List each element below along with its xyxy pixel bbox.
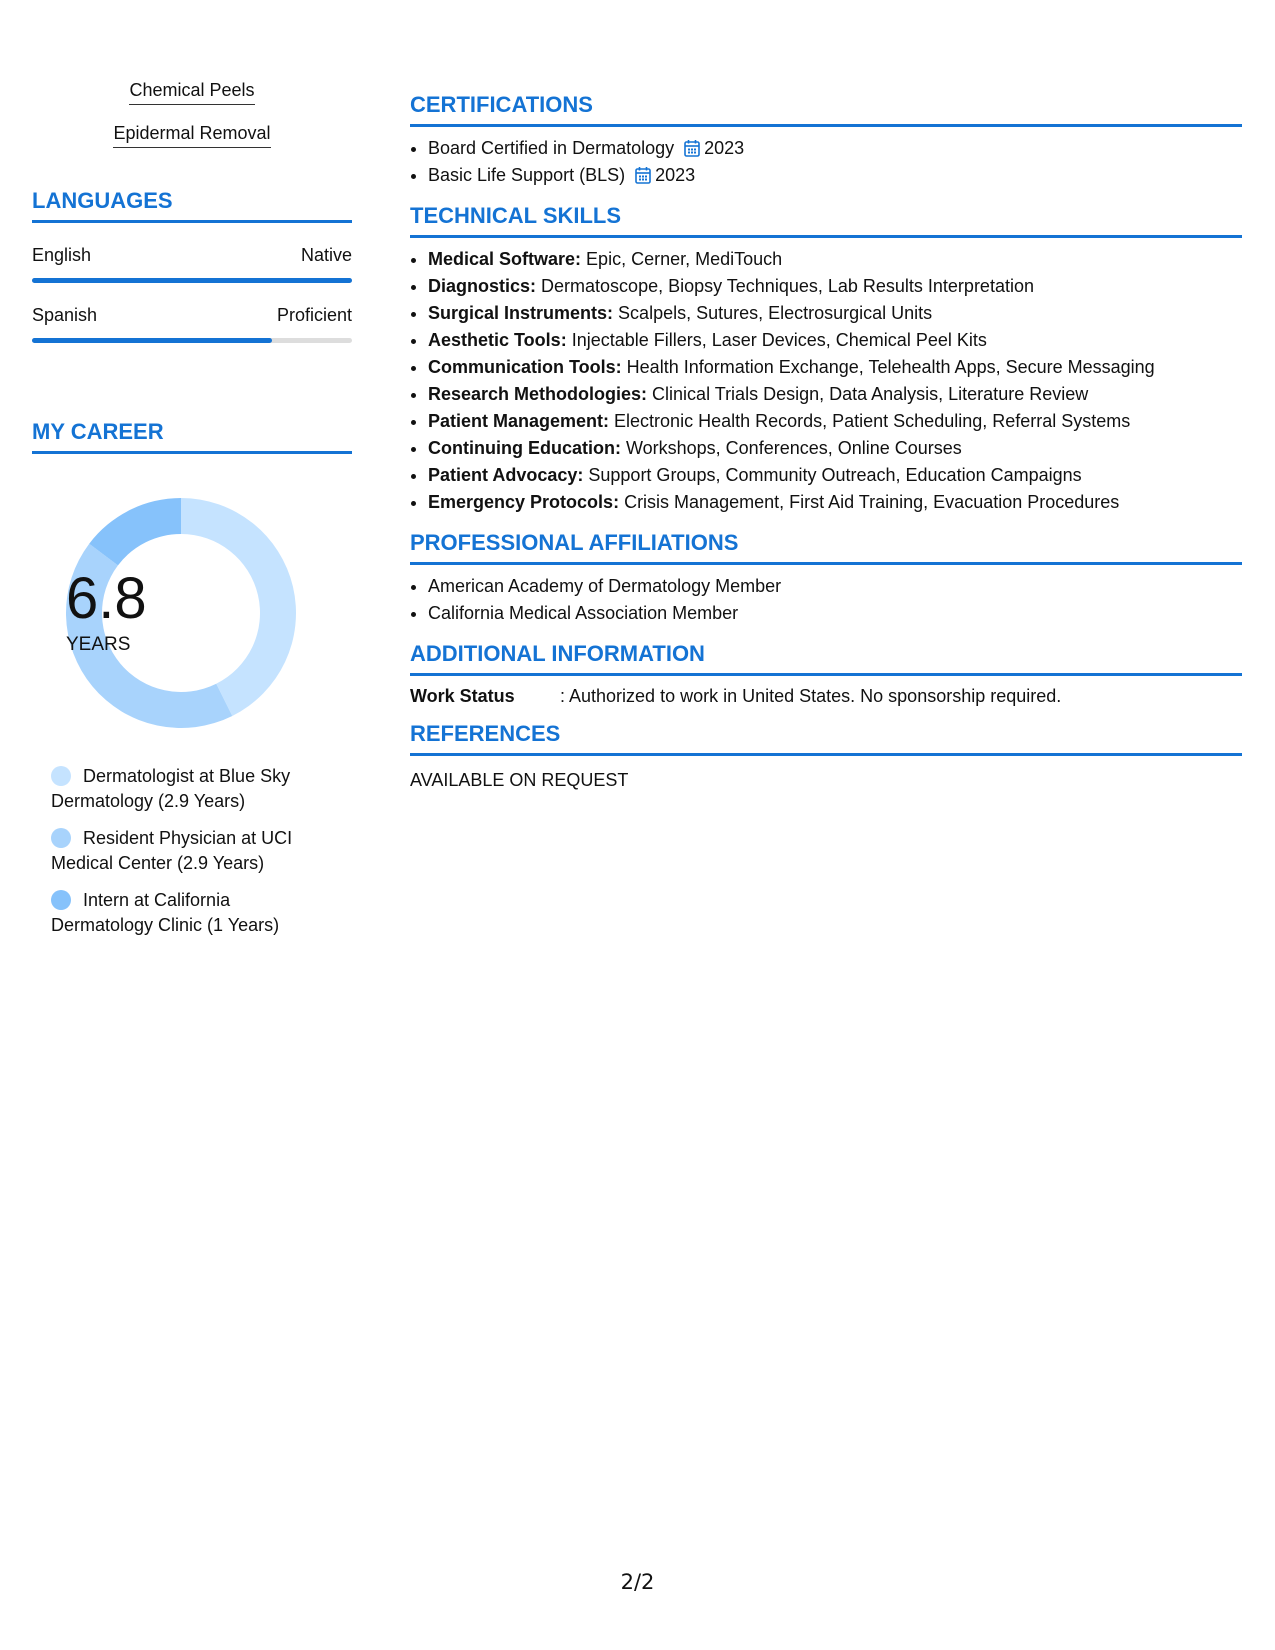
skill-item [428,327,1242,354]
language-proficiency-bar [32,278,352,283]
calendar-icon [684,139,700,157]
career-legend-item [51,888,311,938]
skill-item [428,246,1242,273]
skill-item [428,354,1242,381]
skill-tag-label: Chemical Peels [129,80,254,105]
affiliation-item: • California Medical Association Member [428,600,1242,627]
language-name: English [32,245,92,265]
technical-skills-section [410,203,1242,516]
language-entry [32,305,352,343]
work-status-row [410,686,1242,707]
technical-skills-list [410,246,1242,516]
skill-values: Health Information Exchange, Telehealth Apps, Secure Messaging [621,357,1155,377]
page-number: 2/2 [620,1570,655,1594]
certification-year: 2023 [655,165,696,185]
career-donut-chart [66,498,296,728]
skill-item [428,489,1242,516]
skill-item [428,462,1242,489]
language-level: Proficient [276,305,352,325]
technical-skills-title: TECHNICAL SKILLS [410,203,1242,238]
certification-item [428,162,1242,189]
skill-category: Research Methodologies: [428,384,648,404]
skill-values: Clinical Trials Design, Data Analysis, Literature Review [647,384,1089,404]
skill-values: Workshops, Conferences, Online Courses [620,438,962,458]
career-legend-label: Resident Physician at UCI Medical Center (2.9 Years) [51,828,293,873]
certification-year: 2023 [704,138,745,158]
skill-values: Injectable Fillers, Laser Devices, Chemical Peel Kits [566,330,987,350]
certification-name: Basic Life Support (BLS) [428,165,626,185]
skill-tag [32,123,352,148]
skill-item [428,273,1242,300]
legend-dot [51,828,71,848]
skill-values: Support Groups, Community Outreach, Education Campaigns [583,465,1082,485]
calendar-icon [635,166,651,184]
language-name: Spanish [32,305,98,325]
skill-item [428,435,1242,462]
work-status-label: Work Status [410,686,515,706]
skill-item [428,300,1242,327]
skill-category: Diagnostics: [428,276,537,296]
skill-item [428,408,1242,435]
career-legend-label: Dermatologist at Blue Sky Dermatology (2.9 Years) [51,766,291,811]
skill-values: Crisis Management, First Aid Training, Evacuation Procedures [619,492,1120,512]
skill-category: Emergency Protocols: [428,492,620,512]
additional-info-title: ADDITIONAL INFORMATION [410,641,1242,676]
skill-category: Surgical Instruments: [428,303,614,323]
certification-name: Board Certified in Dermatology [428,138,675,158]
language-level: Native [300,245,352,265]
skill-tag [32,80,352,105]
certifications-title: CERTIFICATIONS [410,92,1242,127]
affiliations-section [410,530,1242,627]
career-total-unit: YEARS [66,634,131,655]
skill-category: Aesthetic Tools: [428,330,567,350]
skill-category: Medical Software: [428,249,582,269]
skill-item [428,381,1242,408]
certifications-list [410,135,1242,189]
skill-tag-label: Epidermal Removal [113,123,270,148]
skill-category: Patient Management: [428,411,610,431]
references-text: AVAILABLE ON REQUEST [410,770,629,790]
certifications-section [410,92,1242,189]
work-status-value: : Authorized to work in United States. No sponsorship required. [560,686,1062,706]
language-proficiency-fill [32,278,352,283]
certification-item [428,135,1242,162]
affiliations-title: PROFESSIONAL AFFILIATIONS [410,530,1242,565]
career-title: MY CAREER [32,419,352,454]
left-column [32,80,352,950]
skill-values: Electronic Health Records, Patient Scheduling, Referral Systems [609,411,1131,431]
career-total-years: 6.8 [66,566,147,631]
affiliation-item: • American Academy of Dermatology Member [428,573,1242,600]
legend-dot [51,766,71,786]
skill-category: Continuing Education: [428,438,621,458]
languages-section [32,188,352,343]
right-column [410,92,1242,805]
additional-info-section [410,641,1242,707]
career-legend-item [51,764,311,814]
career-legend [32,764,352,938]
career-legend-label: Intern at California Dermatology Clinic (1 Years) [51,890,280,935]
references-title: REFERENCES [410,721,1242,756]
skill-values: Dermatoscope, Biopsy Techniques, Lab Results Interpretation [536,276,1034,296]
language-proficiency-bar [32,338,352,343]
references-section [410,721,1242,791]
career-section [32,419,352,938]
skill-category: Patient Advocacy: [428,465,584,485]
affiliations-list [410,573,1242,627]
skill-values: Epic, Cerner, MediTouch [581,249,783,269]
skill-values: Scalpels, Sutures, Electrosurgical Units [613,303,933,323]
language-proficiency-fill [32,338,272,343]
career-legend-item [51,826,311,876]
languages-title: LANGUAGES [32,188,352,223]
language-entry [32,245,352,283]
legend-dot [51,890,71,910]
skill-category: Communication Tools: [428,357,622,377]
